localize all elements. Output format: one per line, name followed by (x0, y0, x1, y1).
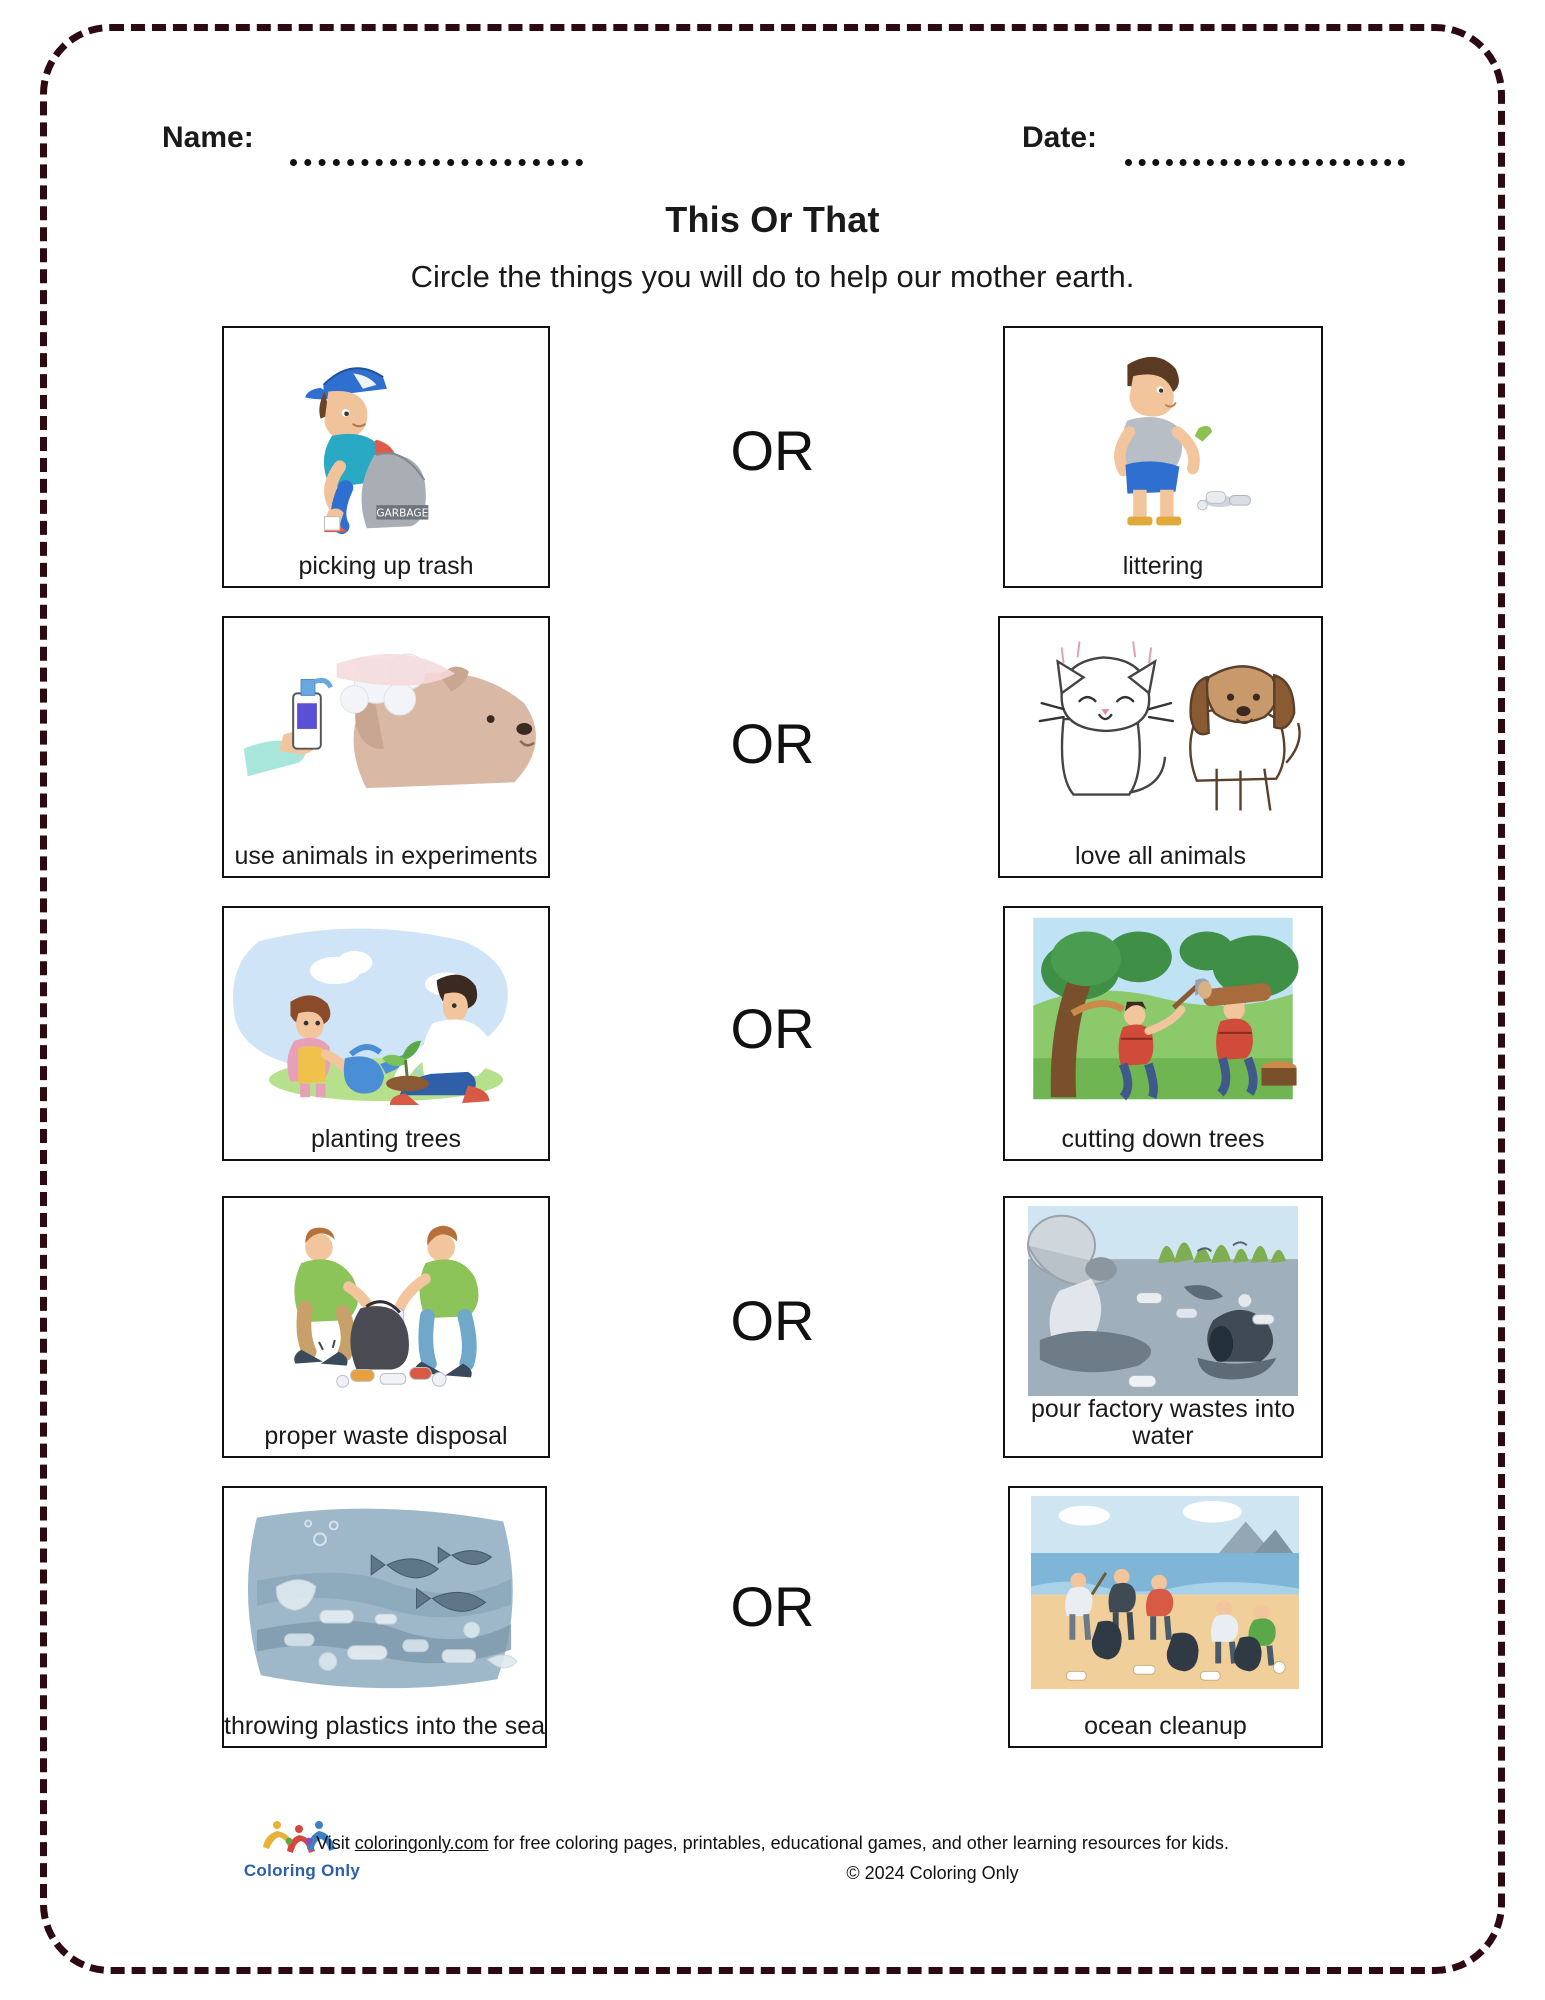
footer-note-after: for free coloring pages, printables, educational games, and other learning resources for kids. (488, 1833, 1229, 1853)
instructions: Circle the things you will do to help our mother earth. (410, 259, 1135, 294)
page-title: This Or That (665, 199, 880, 240)
option-caption: throwing plastics into the sea (224, 1713, 545, 1746)
option-caption: pour factory wastes into water (1005, 1396, 1321, 1456)
date-input-line[interactable] (1125, 159, 1405, 166)
footer-note (47, 1833, 1498, 1854)
option-caption: planting trees (224, 1126, 548, 1159)
or-separator: OR (730, 712, 815, 775)
cutting-trees-illustration (1009, 912, 1317, 1107)
name-input-line[interactable] (290, 159, 583, 166)
footer-note-before: Visit (316, 1833, 355, 1853)
pair-row (47, 326, 1498, 616)
pair-row (47, 906, 1498, 1196)
svg-text:GARBAGE: GARBAGE (376, 507, 429, 520)
option-caption: proper waste disposal (224, 1423, 548, 1456)
option-caption: ocean cleanup (1010, 1713, 1321, 1746)
logo-text: Coloring Only (243, 1861, 361, 1880)
option-caption: littering (1005, 553, 1321, 586)
pair-row (47, 1486, 1498, 1776)
option-card-right[interactable] (998, 616, 1323, 878)
website-link[interactable]: coloringonly.com (354, 1833, 489, 1853)
name-label: Name: (162, 121, 254, 154)
option-card-right[interactable] (1003, 326, 1323, 588)
or-separator: OR (730, 1575, 815, 1638)
worksheet-header (47, 99, 1498, 169)
option-caption: cutting down trees (1005, 1126, 1321, 1159)
option-card-right[interactable] (1008, 1486, 1323, 1748)
littering-illustration (1009, 332, 1317, 534)
or-separator: OR (730, 1289, 815, 1352)
pair-row (47, 1196, 1498, 1486)
pair-row (47, 616, 1498, 906)
option-caption: love all animals (1000, 843, 1321, 876)
cat-and-dog-illustration (1004, 622, 1317, 824)
or-separator: OR (730, 419, 815, 482)
factory-waste-water-illustration (1009, 1202, 1317, 1404)
option-card-right[interactable] (1003, 1196, 1323, 1458)
page-footer (47, 1819, 1498, 1909)
pairs-list (47, 326, 1498, 1776)
or-separator: OR (730, 997, 815, 1060)
option-caption: use animals in experiments (224, 843, 548, 876)
worksheet-sheet (40, 24, 1505, 1974)
option-caption: picking up trash (224, 553, 548, 586)
ocean-cleanup-illustration (1014, 1492, 1317, 1694)
option-card-right[interactable] (1003, 906, 1323, 1161)
date-label: Date: (1022, 121, 1098, 154)
copyright: © 2024 Coloring Only (846, 1863, 1019, 1883)
